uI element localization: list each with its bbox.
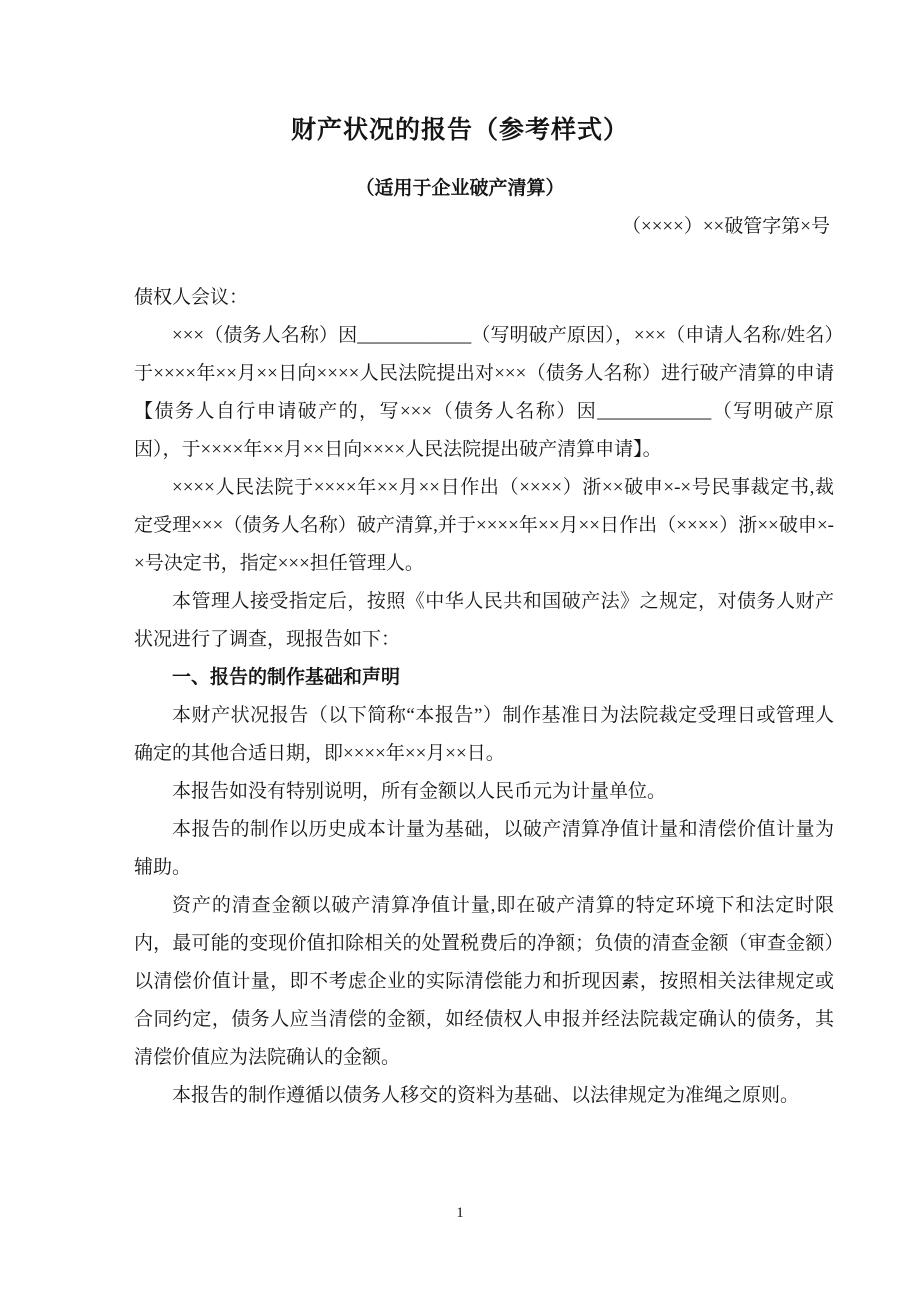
paragraph-currency-unit: 本报告如没有特别说明，所有金额以人民币元为计量单位。 bbox=[172, 781, 667, 802]
paragraph-administrator-statement: 本管理人接受指定后，按照《中华人民共和国破产法》之规定，对债务人财产状况进行了调查，现报告如下： bbox=[134, 591, 834, 650]
page-number: 1 bbox=[456, 1205, 464, 1221]
paragraph-principles: 本报告的制作遵循以债务人移交的资料为基础、以法律规定为准绳之原则。 bbox=[172, 1085, 800, 1106]
paragraph-measurement-basis: 本报告的制作以历史成本计量为基础，以破产清算净值计量和清偿价值计量为辅助。 bbox=[134, 819, 834, 878]
paragraph-report-base-date: 本财产状况报告（以下简称“本报告”）制作基准日为法院裁定受理日或管理人确定的其他合适日期，即××××年××月××日。 bbox=[134, 705, 834, 764]
salutation: 债权人会议： bbox=[134, 287, 249, 308]
document-body bbox=[134, 279, 834, 1115]
paragraph-bankruptcy-application: ×××（债务人名称）因____________（写明破产原因），×××（申请人名称/姓名）于××××年××月××日向××××人民法院提出对×××（债务人名称）进行破产清算的申请【债务人自行申请破产的，写×××（债务人名称）因____________（写明破产原因），于××××年××月××日向××××人民法院提出破产清算申请】。 bbox=[134, 325, 834, 460]
section-heading-1: 一、报告的制作基础和声明 bbox=[172, 667, 401, 688]
document-title: 财产状况的报告（参考样式） bbox=[290, 117, 629, 144]
document-subtitle: （适用于企业破产清算） bbox=[355, 178, 565, 199]
paragraph-court-ruling: ××××人民法院于××××年××月××日作出（××××）浙××破申×-×号民事裁定书,裁定受理×××（债务人名称）破产清算,并于××××年××月××日作出（××××）浙××破申×-×号决定书，指定×××担任管理人。 bbox=[134, 477, 834, 574]
paragraph-valuation-method: 资产的清查金额以破产清算净值计量,即在破产清算的特定环境下和法定时限内，最可能的变现价值扣除相关的处置税费后的净额；负债的清查金额（审查金额）以清偿价值计量，即不考虑企业的实际清偿能力和折现因素，按照相关法律规定或合同约定，债务人应当清偿的金额，如经债权人申报并经法院裁定确认的债务，其清偿价值应为法院确认的金额。 bbox=[134, 895, 834, 1068]
document-reference-number: （××××）××破管字第×号 bbox=[621, 216, 830, 237]
